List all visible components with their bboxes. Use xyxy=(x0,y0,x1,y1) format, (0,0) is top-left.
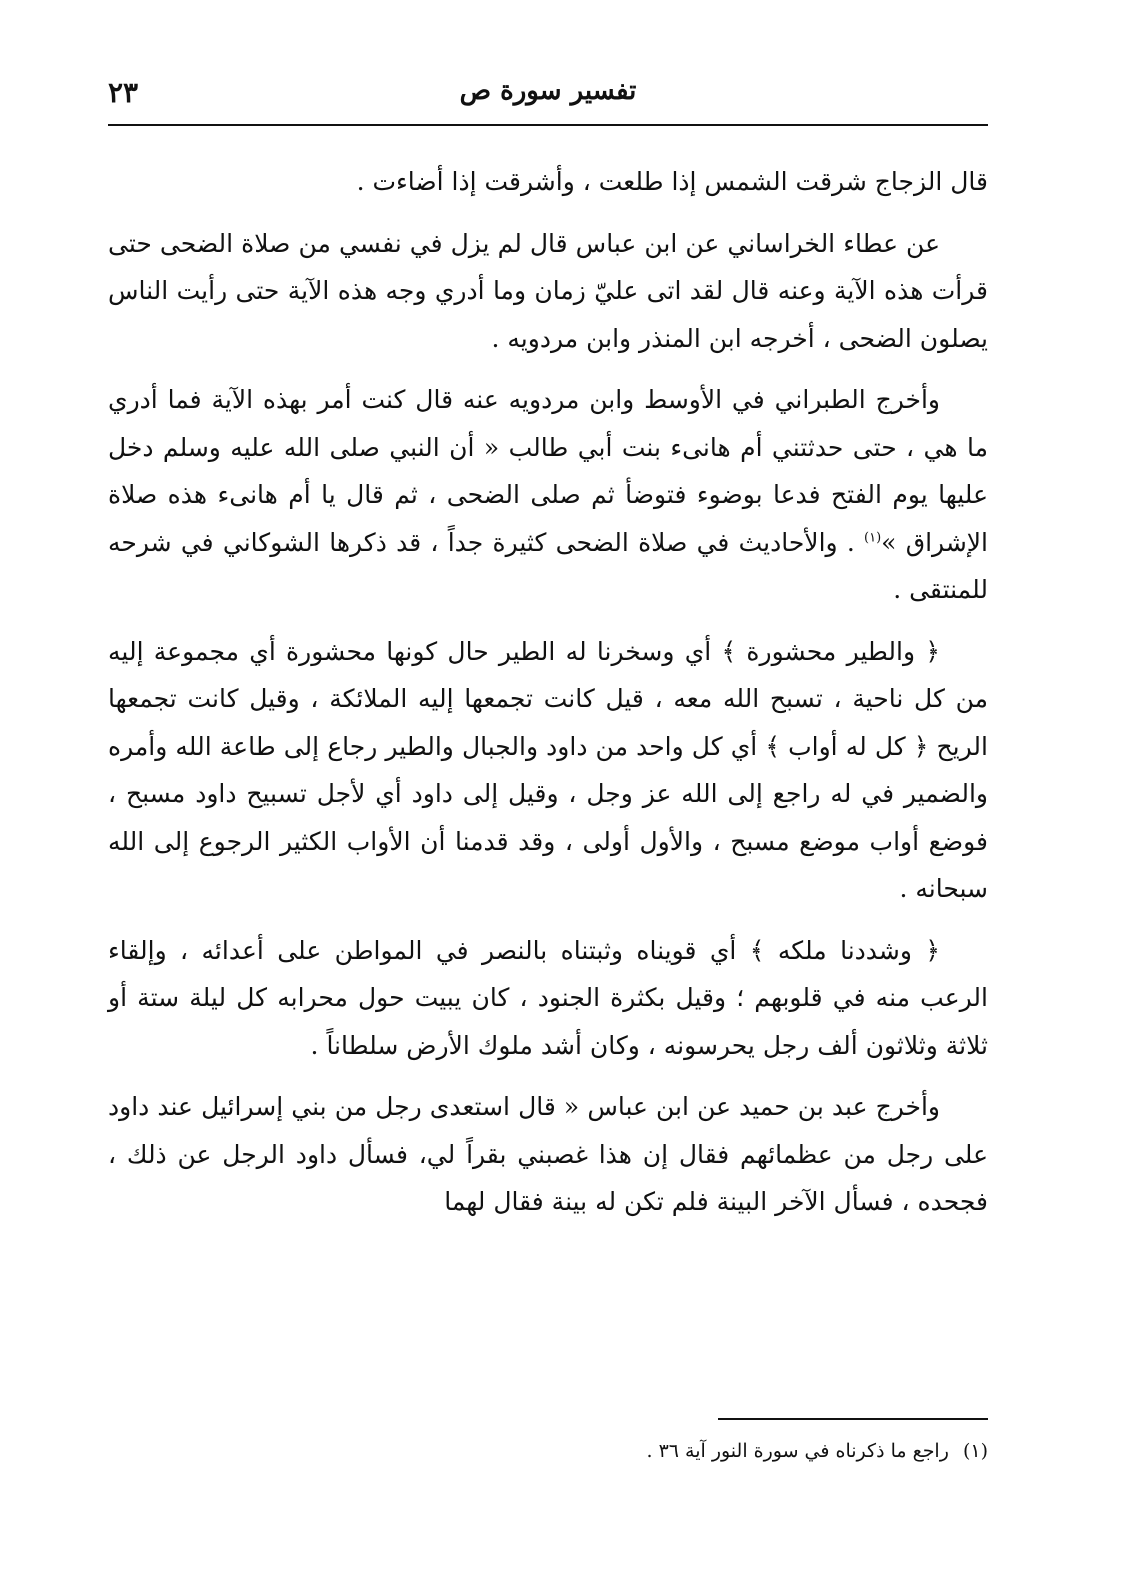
header-rule xyxy=(108,124,988,126)
page-header xyxy=(108,76,988,120)
running-title: تفسير سورة ص xyxy=(459,76,637,106)
footnote-text: راجع ما ذكرناه في سورة النور آية ٣٦ . xyxy=(646,1440,949,1462)
paragraph-1: قال الزجاج شرقت الشمس إذا طلعت ، وأشرقت إذا أضاءت . xyxy=(356,167,988,196)
paragraph-2: عن عطاء الخراساني عن ابن عباس قال لم يزل في نفسي من صلاة الضحى حتى قرأت هذه الآية وعنه قال لقد اتى عليّ زمان وما أدري وجه هذه الآية حتى رأيت الناس يصلون الضحى ، أخرجه ابن المنذر وابن مردويه . xyxy=(108,228,988,353)
footnote-reference[interactable]: (١) xyxy=(864,530,882,546)
main-text xyxy=(108,158,988,1240)
paragraph-3 xyxy=(108,376,988,614)
footnote xyxy=(108,1436,988,1466)
paragraph-6: وأخرج عبد بن حميد عن ابن عباس « قال استعدى رجل من بني إسرائيل عند داود على رجل من عظمائهم فقال إن هذا غصبني بقراً لي، فسأل داود الرجل عن ذلك ، فجحده ، فسأل الآخر البينة فلم تكن له بينة فقال لهما xyxy=(108,1092,988,1216)
footnote-marker: (١) xyxy=(962,1440,988,1462)
paragraph-3-tail: . والأحاديث في صلاة الضحى كثيرة جداً ، قد ذكرها الشوكاني في شرحه للمنتقى . xyxy=(108,527,988,604)
page-number: ٢٣ xyxy=(108,76,139,109)
paragraph-5: ﴿ وشددنا ملكه ﴾ أي قويناه وثبتناه بالنصر في المواطن على أعدائه ، وإلقاء الرعب منه في قلوبهم ؛ وقيل بكثرة الجنود ، كان يبيت حول محرابه كل ليلة ستة أو ثلاثة وثلاثون ألف رجل يحرسونه ، وكان أشد ملوك الأرض سلطاناً . xyxy=(108,935,988,1060)
paragraph-4: ﴿ والطير محشورة ﴾ أي وسخرنا له الطير حال كونها محشورة أي مجموعة إليه من كل ناحية ، تسبح الله معه ، قيل كانت تجمعها إليه الملائكة ، وقيل كانت تجمعها الريح ﴿ كل له أواب ﴾ أي كل واحد من داود والجبال والطير رجاع إلى طاعة الله وأمره والضمير في له راجع إلى الله عز وجل ، وقيل إلى داود أي لأجل تسبيح داود مسبح ، فوضع أواب موضع مسبح ، والأول أولى ، وقد قدمنا أن الأواب الكثير الرجوع إلى الله سبحانه . xyxy=(108,636,988,903)
footnote-rule xyxy=(718,1418,988,1420)
paragraph-3-text: وأخرج الطبراني في الأوسط وابن مردويه عنه قال كنت أمر بهذه الآية فما أدري ما هي ، حتى حدثتني أم هانىء بنت أبي طالب « أن النبي صلى الله عليه وسلم دخل عليها يوم الفتح فدعا بوضوء فتوضأ ثم صلى الضحى ، ثم قال يا أم هانىء هذه صلاة الإشراق » xyxy=(108,385,988,557)
